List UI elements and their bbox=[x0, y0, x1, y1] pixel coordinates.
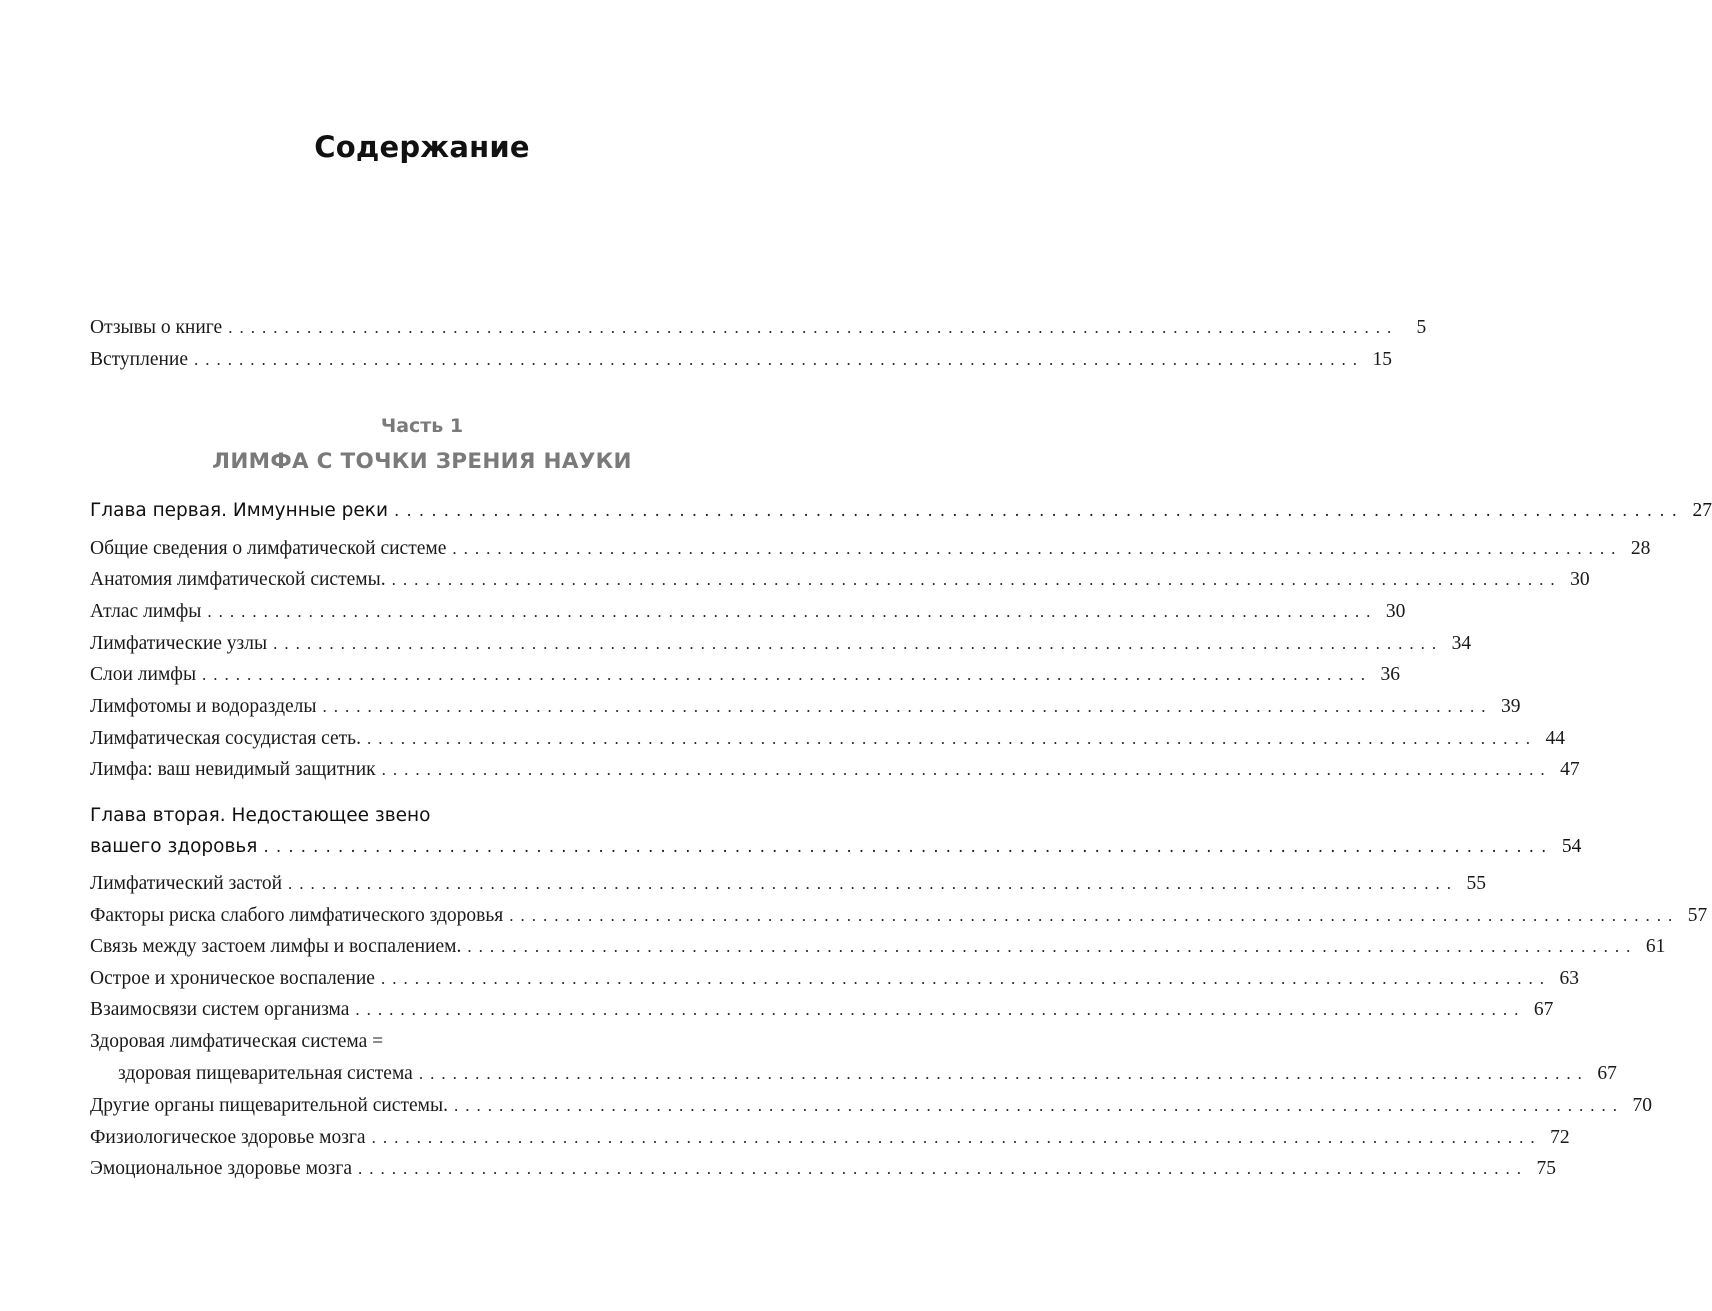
chapter-heading-label: вашего здоровья bbox=[90, 836, 258, 857]
toc-entry-page: 63 bbox=[1559, 968, 1579, 989]
dot-leader: ........................................................................................................ bbox=[394, 501, 1684, 521]
chapter-heading[interactable] bbox=[90, 499, 1712, 523]
toc-entry-page: 57 bbox=[1687, 905, 1708, 926]
toc-entry-label: Лимфатический застой bbox=[90, 873, 283, 894]
toc-entry[interactable] bbox=[90, 568, 1590, 592]
toc-entry-page: 70 bbox=[1632, 1095, 1652, 1116]
dot-leader: ........................................................................................................ bbox=[391, 570, 1562, 589]
dot-leader: ........................................................................................................ bbox=[263, 837, 1554, 857]
toc-entry-page: 30 bbox=[1570, 569, 1590, 590]
dot-leader: ........................................................................................................ bbox=[288, 874, 1459, 893]
dot-leader: ........................................................................................................ bbox=[381, 760, 1552, 779]
toc-entry[interactable] bbox=[90, 935, 1666, 959]
toc-entry[interactable] bbox=[118, 1062, 1617, 1086]
toc-entry-page: 72 bbox=[1550, 1127, 1570, 1148]
toc-entry-label: Лимфотомы и водоразделы bbox=[90, 696, 317, 717]
dot-leader: ........................................................................................................ bbox=[228, 318, 1399, 337]
toc-entry-page: 15 bbox=[1372, 349, 1393, 370]
toc-entry[interactable] bbox=[90, 316, 1427, 340]
page-title: Содержание bbox=[314, 130, 530, 164]
toc-entry-label: здоровая пищеварительная система bbox=[118, 1063, 413, 1084]
toc-entry[interactable] bbox=[90, 904, 1708, 928]
chapter-heading-page: 27 bbox=[1692, 500, 1712, 521]
toc-entry[interactable] bbox=[90, 600, 1406, 624]
part-title: ЛИМФА С ТОЧКИ ЗРЕНИЯ НАУКИ bbox=[212, 449, 632, 474]
dot-leader: ........................................................................................................ bbox=[509, 906, 1680, 925]
toc-entry-page: 55 bbox=[1466, 873, 1487, 894]
dot-leader: ........................................................................................................ bbox=[467, 937, 1638, 956]
dot-leader: ........................................................................................................ bbox=[366, 729, 1537, 748]
toc-entry-page: 75 bbox=[1536, 1158, 1557, 1179]
dot-leader: ........................................................................................................ bbox=[380, 969, 1551, 988]
toc-entry-label: Лимфа: ваш невидимый защитник bbox=[90, 759, 376, 780]
toc-entry-label: Связь между застоем лимфы и воспалением. bbox=[90, 936, 462, 957]
dot-leader: ........................................................................................................ bbox=[322, 697, 1493, 716]
chapter-heading-page: 54 bbox=[1561, 836, 1582, 857]
toc-entry[interactable] bbox=[90, 727, 1565, 751]
toc-entry-page: 47 bbox=[1560, 759, 1580, 780]
toc-entry[interactable] bbox=[90, 348, 1393, 372]
toc-entry-label: Факторы риска слабого лимфатического здоровья bbox=[90, 905, 504, 926]
toc-entry-label: Лимфатическая сосудистая сеть. bbox=[90, 728, 361, 749]
toc-entry-label: Анатомия лимфатической системы. bbox=[90, 569, 386, 590]
toc-entry-page: 5 bbox=[1416, 317, 1427, 338]
dot-leader: ........................................................................................................ bbox=[207, 602, 1378, 621]
chapter-heading[interactable] bbox=[90, 835, 1582, 859]
toc-entry-line[interactable]: Здоровая лимфатическая система = bbox=[90, 1031, 384, 1052]
toc-entry-label: Общие сведения о лимфатической системе bbox=[90, 538, 447, 559]
dot-leader: ........................................................................................................ bbox=[418, 1064, 1589, 1083]
dot-leader: ........................................................................................................ bbox=[202, 665, 1373, 684]
part-number: Часть 1 bbox=[380, 415, 464, 437]
dot-leader: ........................................................................................................ bbox=[452, 539, 1623, 558]
toc-entry[interactable] bbox=[90, 1157, 1557, 1181]
chapter-heading-label: Глава первая. Иммунные реки bbox=[90, 500, 388, 521]
toc-entry-page: 28 bbox=[1630, 538, 1651, 559]
toc-entry[interactable] bbox=[90, 663, 1401, 687]
toc-entry[interactable] bbox=[90, 537, 1651, 561]
toc-entry[interactable] bbox=[90, 1126, 1570, 1150]
toc-entry-page: 39 bbox=[1501, 696, 1521, 717]
toc-entry-label: Эмоциональное здоровье мозга bbox=[90, 1158, 353, 1179]
dot-leader: ........................................................................................................ bbox=[273, 634, 1444, 653]
toc-entry-page: 67 bbox=[1533, 999, 1554, 1020]
toc-entry-label: Слои лимфы bbox=[90, 664, 197, 685]
toc-entry[interactable] bbox=[90, 632, 1472, 656]
toc-entry[interactable] bbox=[90, 967, 1579, 991]
dot-leader: ........................................................................................................ bbox=[355, 1000, 1526, 1019]
toc-entry-label: Атлас лимфы bbox=[90, 601, 202, 622]
chapter-heading-line[interactable]: Глава вторая. Недостающее звено bbox=[90, 805, 431, 826]
dot-leader: ........................................................................................................ bbox=[453, 1096, 1624, 1115]
toc-entry[interactable] bbox=[90, 758, 1580, 782]
toc-entry-label: Вступление bbox=[90, 349, 189, 370]
toc-entry-label: Отзывы о книге bbox=[90, 317, 223, 338]
toc-entry-page: 34 bbox=[1451, 633, 1472, 654]
toc-entry[interactable] bbox=[90, 695, 1521, 719]
toc-entry-label: Лимфатические узлы bbox=[90, 633, 268, 654]
toc-entry-label: Другие органы пищеварительной системы. bbox=[90, 1095, 448, 1116]
toc-entry-page: 36 bbox=[1380, 664, 1401, 685]
toc-entry-label: Физиологическое здоровье мозга bbox=[90, 1127, 366, 1148]
dot-leader: ........................................................................................................ bbox=[194, 350, 1365, 369]
toc-entry[interactable] bbox=[90, 872, 1487, 896]
toc-entry[interactable] bbox=[90, 998, 1554, 1022]
toc-entry-label: Острое и хроническое воспаление bbox=[90, 968, 375, 989]
toc-entry-page: 67 bbox=[1597, 1063, 1617, 1084]
toc-entry-page: 61 bbox=[1645, 936, 1666, 957]
toc-entry[interactable] bbox=[90, 1094, 1652, 1118]
dot-leader: ........................................................................................................ bbox=[358, 1159, 1529, 1178]
toc-entry-page: 30 bbox=[1385, 601, 1406, 622]
toc-entry-label: Взаимосвязи систем организма bbox=[90, 999, 350, 1020]
dot-leader: ........................................................................................................ bbox=[371, 1128, 1542, 1147]
toc-entry-page: 44 bbox=[1545, 728, 1565, 749]
